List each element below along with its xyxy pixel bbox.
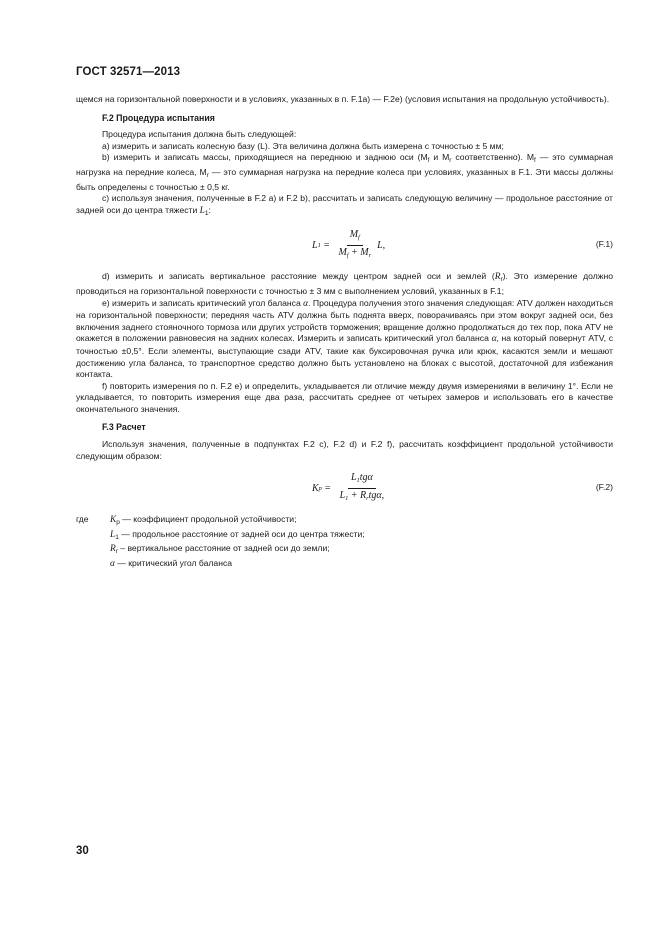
formula-f2 — [76, 468, 613, 506]
legend-row-r: $R_r$ – вертикальное расстояние от задней оси до земли; — [110, 543, 330, 556]
section-f3-title: F.3 Расчет — [102, 422, 146, 433]
page-content — [76, 94, 613, 571]
f2-item-f: f) повторить измерения по п. F.2 e) и определить, укладывается ли отличие между двумя измерениями в величину 1°. Если не укладывается, то повторить измерения еще два раза, рассчитать среднее от четырех замеров и использовать его в качестве окончательного значения. — [76, 380, 613, 414]
legend-row-k: где $K_p$ — коэффициент продольной устойчивости; — [76, 514, 297, 527]
legend-row-l1: $L_1$ — продольное расстояние от задней оси до центра тяжести; — [110, 528, 365, 541]
intro-paragraph: щемся на горизонтальной поверхности и в условиях, указанных в п. F.1a) — F.2e) (условия испытания на продольную устойчивость). — [76, 94, 610, 104]
legend-row-alpha: α — критический угол баланса — [110, 558, 233, 570]
formula-f1-fraction: $\frac{M_f}{M_f + M_r}$ — [338, 229, 372, 259]
f2-item-e: e) измерить и записать критический угол баланса α. Процедура получения этого значения следующая: ATV должен находиться на горизонтальной поверхности; передняя часть ATV должна быть поднята вверх, поворачиваясь при этом вокруг задней оси, без включения заднего стояночного тормоза или других устройств торможения; вращение должно продолжаться до тех пор, пока ATV не окажется в положении равновесия на задних колесах. Измерить и записать критический угол баланса α, на который повернут ATV, с точностью ±0,5°. Если элементы, выступающие сзади ATV, такие как буксировочная ручка или крюк, касаются земли и мешают достижению угла баланса, то транспортное средство должно быть установлено на блоках с высотой, достаточной для избежания контакта. — [76, 297, 613, 380]
document-code: ГОСТ 32571—2013 — [76, 66, 181, 78]
section-f2-title: F.2 Процедура испытания — [102, 112, 215, 123]
formula-f2-label: (F.2) — [595, 482, 613, 493]
formula-f2-fraction: $\frac{L_1tg\alpha}{L_1 + R_rtg\alpha,}$ — [339, 472, 385, 502]
variable-legend — [76, 514, 613, 570]
formula-f2-expression: K p = $\frac{L_1tg\alpha}{L_1 + R_rtg\alpha,}$ — [312, 472, 390, 504]
f2-item-c: c) используя значения, полученные в F.2 a) и F.2 b), рассчитать и записать следующую величину — продольное расстояние от задней оси до центра тяжести $L_1$: — [76, 193, 613, 217]
formula-f1-expression: L 1 = $\frac{M_f}{M_f + M_r}$ L, — [312, 229, 385, 261]
formula-f1-label: (F.1) — [595, 239, 613, 250]
f3-paragraph: Используя значения, полученные в подпунктах F.2 c), F.2 d) и F.2 f), рассчитать коэффициент продольной устойчивости следующим образом: — [76, 439, 613, 461]
f2-item-a: a) измерить и записать колесную базу (L). Эта величина должна быть измерена с точностью ± 5 мм; — [102, 140, 504, 151]
f2-item-d: d) измерить и записать вертикальное расстояние между центром задней оси и землей $(R_r)$. Это измерение должно проводиться на горизонтальной поверхности с точностью ± 3 мм с выполнением условий, указанных в F.1; — [76, 271, 613, 296]
page-number: 30 — [76, 845, 89, 857]
f2-intro: Процедура испытания должна быть следующей: — [102, 129, 297, 140]
f2-item-b: b) измерить и записать массы, приходящиеся на переднюю и заднюю оси ($M_f$ и $M_r$ соответственно). $M_f$ — это суммарная нагрузка на передние колеса, $M_r$ — это суммарная нагрузка на передние колеса при условиях, указанных в F.1. Эти массы должны быть определены с точностью ± 0,5 кг. — [76, 152, 614, 192]
formula-f1 — [76, 225, 613, 263]
